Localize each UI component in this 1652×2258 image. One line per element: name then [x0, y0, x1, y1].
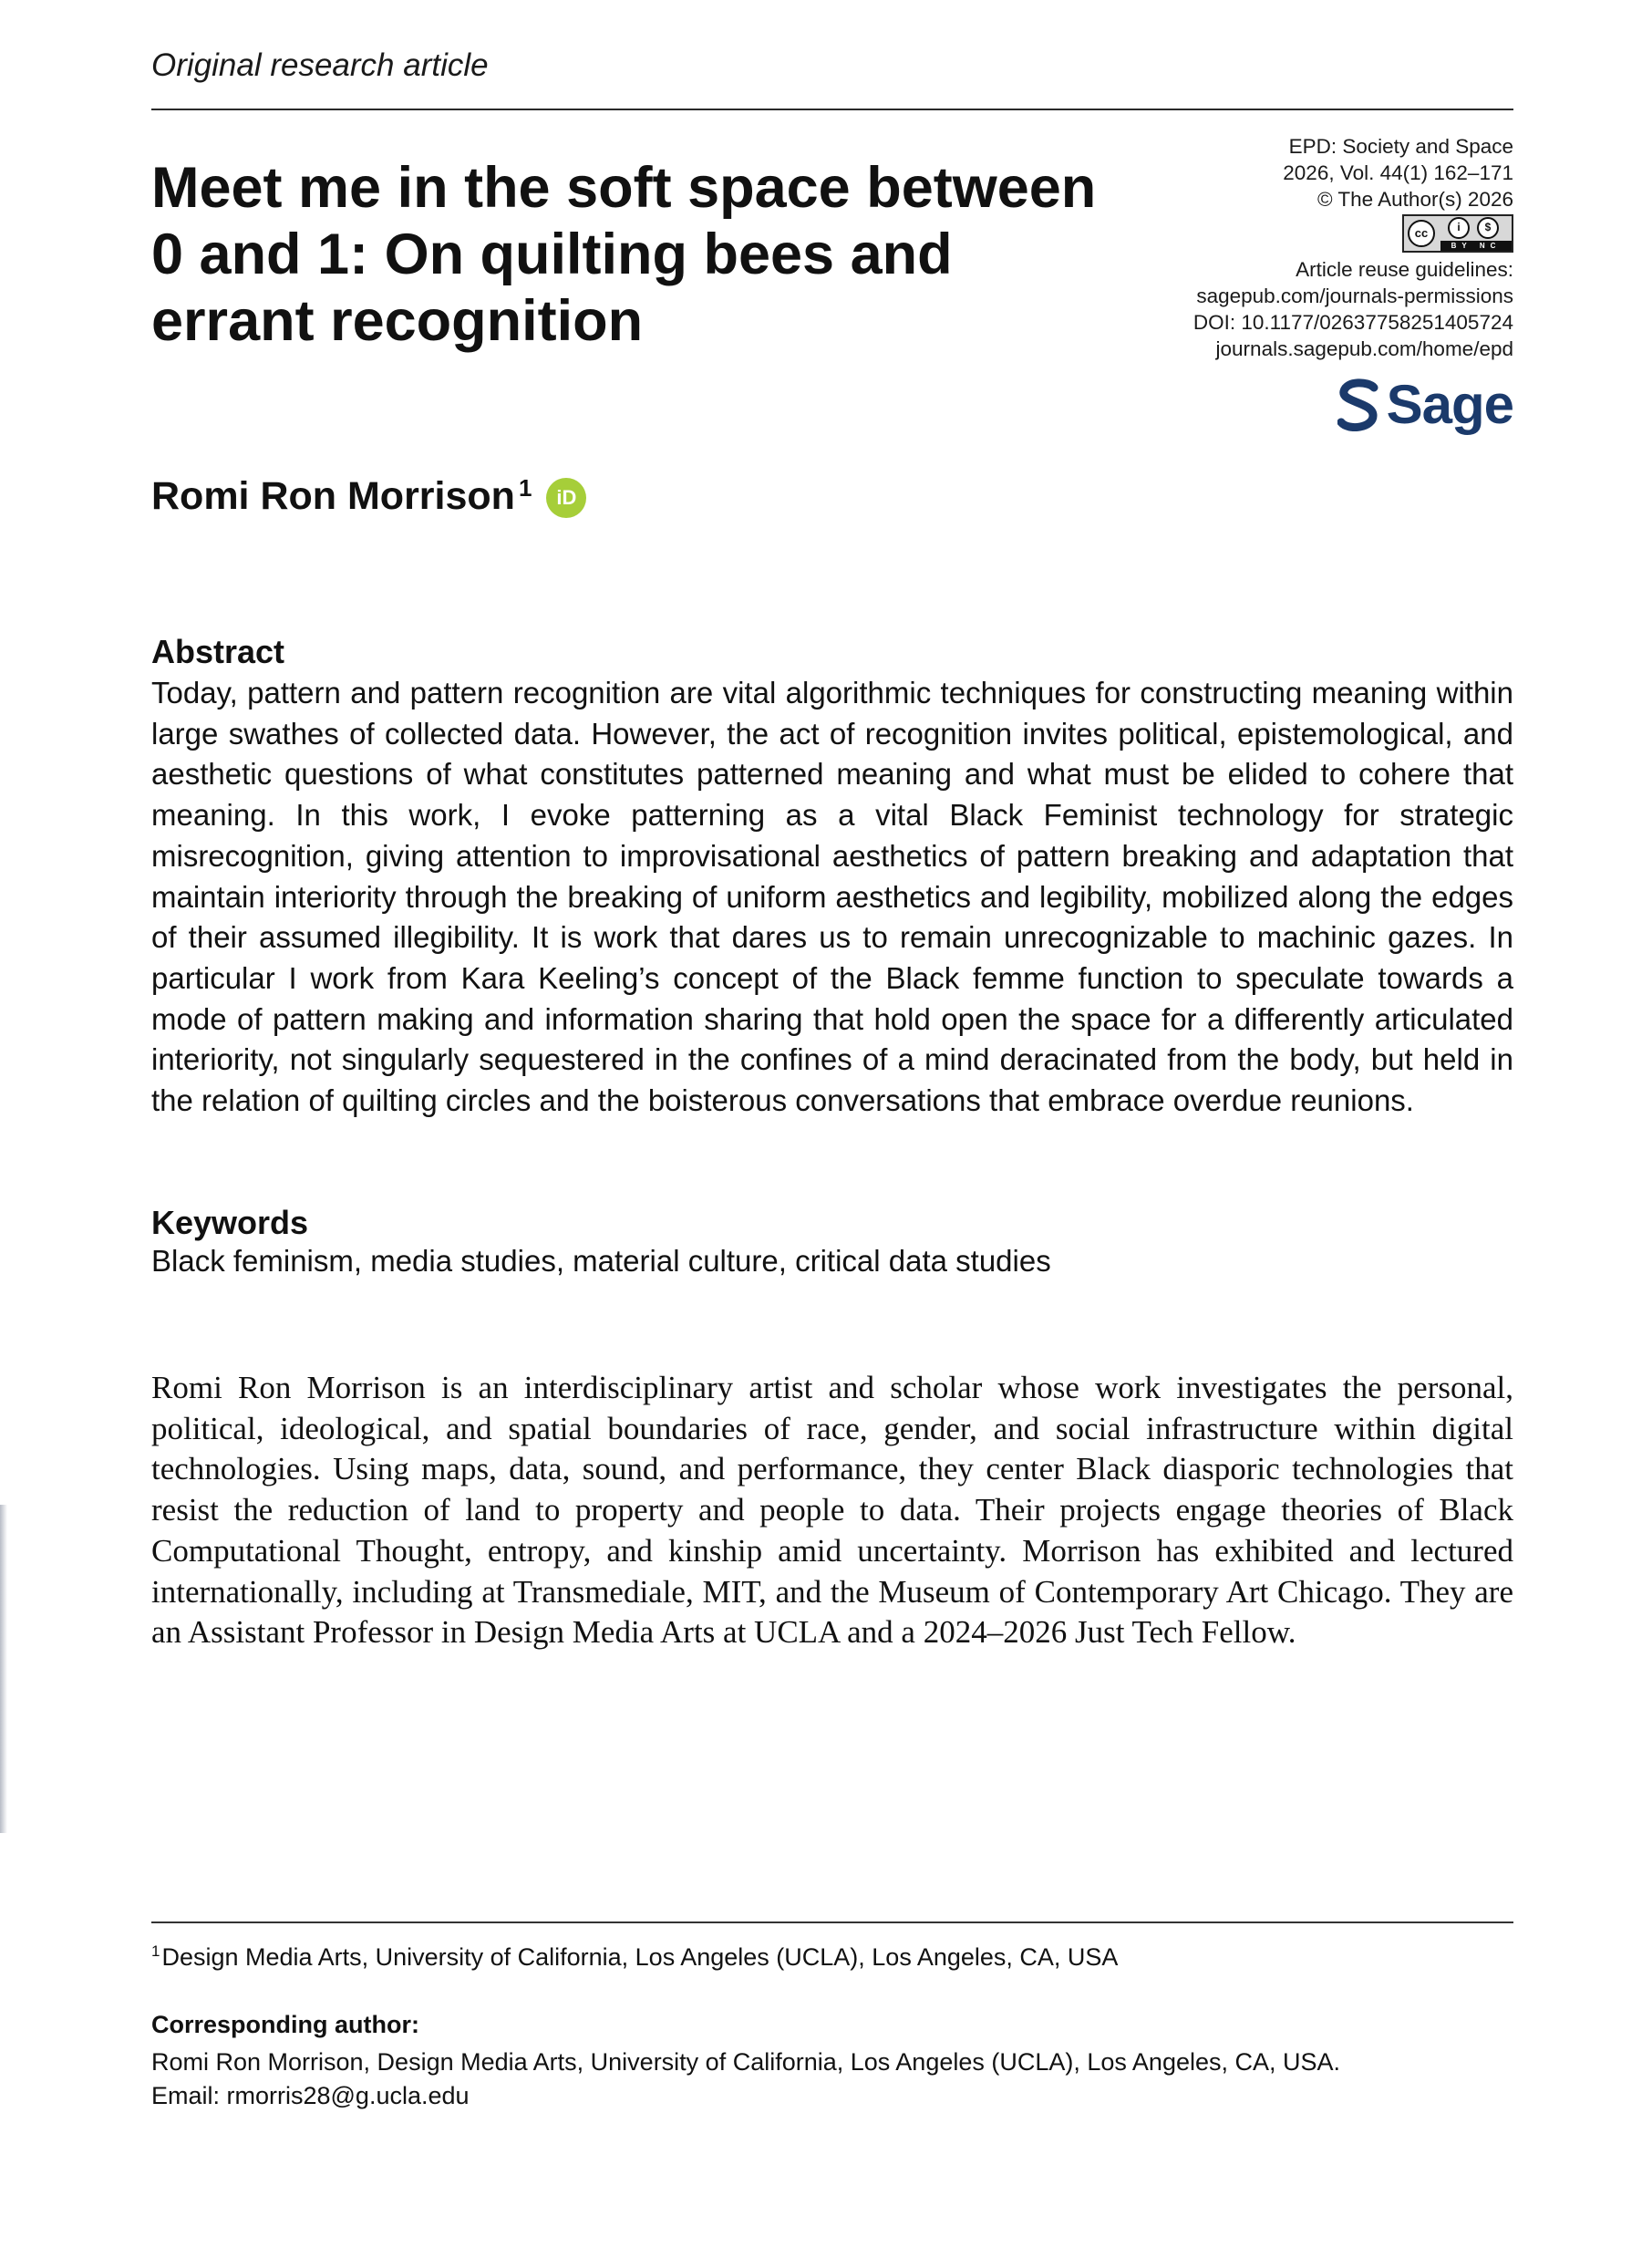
footnote-rule: [151, 1921, 1513, 1923]
page-edge-shadow: [0, 1505, 7, 1833]
journal-home-link[interactable]: journals.sagepub.com/home/epd: [1215, 337, 1513, 360]
cc-license-badge[interactable]: [1402, 214, 1513, 253]
sage-s-icon: [1337, 378, 1379, 431]
sage-logo[interactable]: [1337, 374, 1513, 435]
attribution-icon: i: [1448, 217, 1470, 239]
sage-wordmark: Sage: [1386, 374, 1513, 435]
license-badge-row: [1039, 212, 1513, 256]
article-type-label: Original research article: [151, 47, 489, 83]
journal-info-block: [1039, 133, 1513, 362]
keywords-text: Black feminism, media studies, material culture, critical data studies: [151, 1244, 1051, 1278]
journal-name: EPD: Society and Space: [1288, 135, 1513, 158]
article-title: Meet me in the soft space between 0 and 1: On quilting bees and errant recognition: [151, 156, 1097, 353]
cc-icon: cc: [1408, 220, 1435, 247]
author-affiliation-marker: 1: [518, 474, 532, 502]
doi[interactable]: DOI: 10.1177/02637758251405724: [1193, 311, 1513, 334]
author-name[interactable]: Romi Ron Morrison: [151, 474, 515, 518]
abstract-heading: Abstract: [151, 633, 285, 670]
orcid-icon[interactable]: iD: [546, 478, 586, 518]
reuse-link[interactable]: sagepub.com/journals-permissions: [1196, 285, 1513, 307]
author-bio: Romi Ron Morrison is an interdisciplinary artist and scholar whose work investigates the personal, political, ideological, and spatial boundaries of race, gender, and social infrastructure within digital technologies. Using maps, data, sound, and performance, they center Black diasporic technologies that resist the reduction of land to property and people to data. Their projects engage theories of Black Computational Thought, entropy, and kinship amid uncertainty. Morrison has exhibited and lectured internationally, including at Transmediale, MIT, and the Museum of Contemporary Art Chicago. They are an Assistant Professor in Design Media Arts at UCLA and a 2024–2026 Just Tech Fellow.: [151, 1370, 1513, 1651]
journal-copyright: © The Author(s) 2026: [1316, 188, 1513, 211]
noncommercial-icon: $: [1477, 217, 1499, 239]
keywords-heading: Keywords: [151, 1204, 309, 1241]
corresponding-email[interactable]: Email: rmorris28@g.ucla.edu: [151, 2082, 470, 2109]
affiliation-marker: 1: [151, 1942, 160, 1960]
affiliation-text: Design Media Arts, University of California, Los Angeles (UCLA), Los Angeles, CA, USA: [161, 1943, 1119, 1971]
header-rule: [151, 109, 1513, 110]
journal-volume: 2026, Vol. 44(1) 162–171: [1283, 161, 1513, 184]
license-strip: BY NC: [1440, 241, 1512, 251]
author-line: [151, 474, 586, 519]
corresponding-author-block: [151, 2046, 1340, 2113]
corresponding-author-heading: Corresponding author:: [151, 2011, 419, 2038]
reuse-label: Article reuse guidelines:: [1296, 258, 1513, 281]
affiliation-footnote: [151, 1942, 1118, 1972]
abstract-text: Today, pattern and pattern recognition are vital algorithmic techniques for constructing meaning within large swathes of collected data. However, the act of recognition invites political, epistemological, and aesthetic questions of what constitutes patterned meaning and what must be elided to cohere that meaning. In this work, I evoke patterning as a vital Black Feminist technology for strategic misrecognition, giving attention to improvisational aesthetics of pattern breaking and adaptation that maintain interiority through the breaking of uniform aesthetics and legibility, mobilized along the edges of their assumed illegibility. It is work that dares us to remain unrecognizable to machinic gazes. In particular I work from Kara Keeling’s concept of the Black femme function to speculate towards a mode of pattern making and information sharing that hold open the space for a differently articulated interiority, not singularly sequestered in the confines of a mind deracinated from the body, but held in the relation of quilting circles and the boisterous conversations that embrace overdue reunions.: [151, 676, 1513, 1118]
corresponding-address: Romi Ron Morrison, Design Media Arts, University of California, Los Angeles (UCLA), Los Angeles, CA, USA.: [151, 2048, 1341, 2076]
